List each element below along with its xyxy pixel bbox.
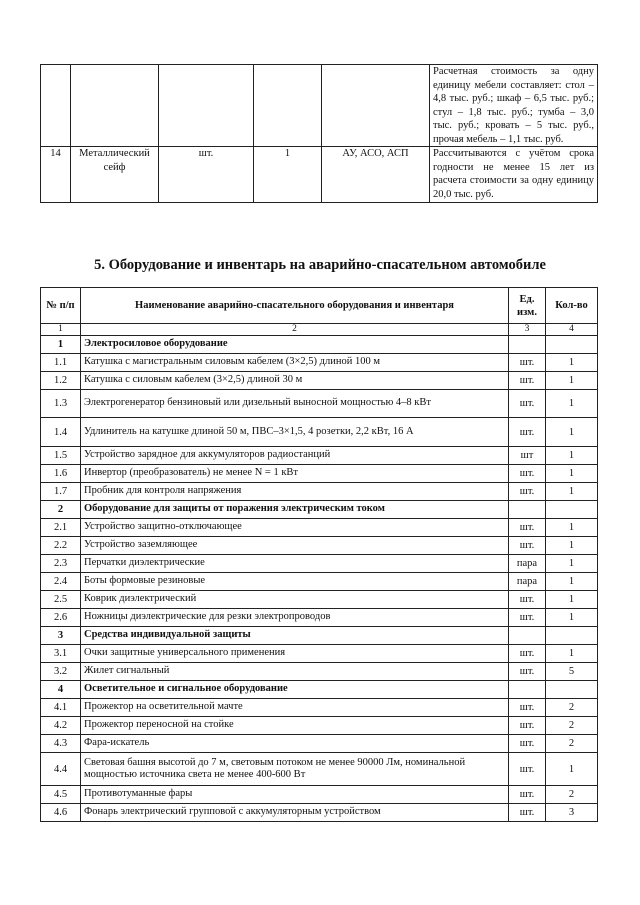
section-row xyxy=(41,681,598,699)
unit-cell: шт. xyxy=(509,804,546,822)
quantity-cell: 1 xyxy=(546,418,598,447)
row-number: 1.4 xyxy=(41,418,81,447)
quantity-cell: 2 xyxy=(546,786,598,804)
table-row xyxy=(41,418,598,447)
quantity-cell: 1 xyxy=(546,519,598,537)
header-unit: Ед. изм. xyxy=(509,288,546,324)
row-number: 4.4 xyxy=(41,753,81,786)
unit-cell: шт. xyxy=(509,753,546,786)
row-number: 2.2 xyxy=(41,537,81,555)
unit-cell: шт. xyxy=(509,663,546,681)
row-number: 4.2 xyxy=(41,717,81,735)
quantity-cell: 1 xyxy=(546,573,598,591)
item-name: Фонарь электрический групповой с аккумуляторным устройством xyxy=(81,804,509,822)
item-name: Перчатки диэлектрические xyxy=(81,555,509,573)
continued-table-row xyxy=(41,65,598,147)
unit-cell: шт. xyxy=(509,717,546,735)
header-num: № п/п xyxy=(41,288,81,324)
quantity-cell: 1 xyxy=(254,147,322,203)
item-name: Прожектор на осветительной мачте xyxy=(81,699,509,717)
row-number xyxy=(41,65,71,147)
unit-cell: шт. xyxy=(509,786,546,804)
column-index: 3 xyxy=(509,324,546,336)
row-number: 4.6 xyxy=(41,804,81,822)
unit-cell xyxy=(509,681,546,699)
unit-cell xyxy=(509,336,546,354)
row-number: 1.5 xyxy=(41,447,81,465)
item-name: Пробник для контроля напряжения xyxy=(81,483,509,501)
item-name: Катушка с магистральным силовым кабелем (3×2,5) длиной 100 м xyxy=(81,354,509,372)
row-number: 2.6 xyxy=(41,609,81,627)
unit-cell: шт. xyxy=(509,354,546,372)
unit-cell: шт. xyxy=(509,372,546,390)
unit-cell: шт xyxy=(509,447,546,465)
unit-cell: шт. xyxy=(509,483,546,501)
row-number: 2.3 xyxy=(41,555,81,573)
table-row xyxy=(41,372,598,390)
quantity-cell: 1 xyxy=(546,645,598,663)
unit-cell: шт. xyxy=(509,465,546,483)
table-row xyxy=(41,465,598,483)
unit-cell: шт. xyxy=(159,147,254,203)
column-index: 1 xyxy=(41,324,81,336)
header-name: Наименование аварийно-спасательного оборудования и инвентаря xyxy=(81,288,509,324)
row-number: 4.1 xyxy=(41,699,81,717)
item-name: Электросиловое оборудование xyxy=(81,336,509,354)
row-number: 1.6 xyxy=(41,465,81,483)
table-row xyxy=(41,735,598,753)
unit-cell: шт. xyxy=(509,591,546,609)
quantity-cell: 1 xyxy=(546,753,598,786)
table-row xyxy=(41,354,598,372)
unit-cell: пара xyxy=(509,555,546,573)
row-number: 4 xyxy=(41,681,81,699)
header-qty: Кол-во xyxy=(546,288,598,324)
quantity-cell: 2 xyxy=(546,735,598,753)
table-row xyxy=(41,717,598,735)
quantity-cell xyxy=(254,65,322,147)
row-number: 4.5 xyxy=(41,786,81,804)
table-row xyxy=(41,555,598,573)
table-row xyxy=(41,573,598,591)
column-index-row xyxy=(41,324,598,336)
row-number: 1.3 xyxy=(41,390,81,418)
quantity-cell xyxy=(546,501,598,519)
continued-table-body xyxy=(41,65,598,203)
row-number: 14 xyxy=(41,147,71,203)
table-row xyxy=(41,390,598,418)
table-row xyxy=(41,804,598,822)
unit-cell: шт. xyxy=(509,645,546,663)
item-name: Удлинитель на катушке длиной 50 м, ПВС–3×1,5, 4 розетки, 2,2 кВт, 16 А xyxy=(81,418,509,447)
quantity-cell: 2 xyxy=(546,699,598,717)
item-name: Световая башня высотой до 7 м, световым потоком не менее 90000 Лм, номинальной мощностью источника света не менее 400-600 Вт xyxy=(81,753,509,786)
section-row xyxy=(41,336,598,354)
table-row xyxy=(41,645,598,663)
unit-cell: пара xyxy=(509,573,546,591)
unit-cell xyxy=(159,65,254,147)
quantity-cell xyxy=(546,681,598,699)
quantity-cell: 3 xyxy=(546,804,598,822)
unit-cell xyxy=(509,501,546,519)
quantity-cell: 5 xyxy=(546,663,598,681)
column-index: 4 xyxy=(546,324,598,336)
table-row xyxy=(41,609,598,627)
row-number: 4.3 xyxy=(41,735,81,753)
users-cell xyxy=(322,65,430,147)
item-name: Средства индивидуальной защиты xyxy=(81,627,509,645)
column-index: 2 xyxy=(81,324,509,336)
quantity-cell: 1 xyxy=(546,537,598,555)
unit-cell: шт. xyxy=(509,390,546,418)
section-row xyxy=(41,501,598,519)
row-number: 1 xyxy=(41,336,81,354)
unit-cell: шт. xyxy=(509,418,546,447)
table-row xyxy=(41,447,598,465)
item-name: Очки защитные универсального применения xyxy=(81,645,509,663)
table-row xyxy=(41,753,598,786)
quantity-cell: 1 xyxy=(546,354,598,372)
unit-cell: шт. xyxy=(509,609,546,627)
table-row xyxy=(41,591,598,609)
quantity-cell: 1 xyxy=(546,465,598,483)
users-cell: АУ, АСО, АСП xyxy=(322,147,430,203)
quantity-cell: 1 xyxy=(546,609,598,627)
item-name: Боты формовые резиновые xyxy=(81,573,509,591)
table-row xyxy=(41,519,598,537)
equipment-table xyxy=(40,287,598,822)
note-cell: Расчетная стоимость за одну единицу мебели составляет: стол – 4,8 тыс. руб.; шкаф – 6,5 тыс. руб.; стул – 1,8 тыс. руб.; тумба – 3,0 тыс. руб.; кровать – 5 тыс. руб., прочая мебель – 1,1 тыс. руб. xyxy=(430,65,598,147)
row-number: 2.5 xyxy=(41,591,81,609)
item-name: Металлический сейф xyxy=(71,147,159,203)
row-number: 3 xyxy=(41,627,81,645)
unit-cell: шт. xyxy=(509,537,546,555)
unit-cell: шт. xyxy=(509,519,546,537)
item-name: Фара-искатель xyxy=(81,735,509,753)
quantity-cell: 2 xyxy=(546,717,598,735)
table-row xyxy=(41,483,598,501)
table-row xyxy=(41,786,598,804)
table-row xyxy=(41,663,598,681)
row-number: 1.1 xyxy=(41,354,81,372)
section-row xyxy=(41,627,598,645)
row-number: 1.7 xyxy=(41,483,81,501)
continued-table xyxy=(40,64,598,203)
unit-cell: шт. xyxy=(509,735,546,753)
item-name: Устройство заземляющее xyxy=(81,537,509,555)
quantity-cell xyxy=(546,336,598,354)
row-number: 3.1 xyxy=(41,645,81,663)
table-row xyxy=(41,699,598,717)
continued-table-row xyxy=(41,147,598,203)
item-name: Оборудование для защиты от поражения электрическим током xyxy=(81,501,509,519)
row-number: 2.1 xyxy=(41,519,81,537)
item-name: Жилет сигнальный xyxy=(81,663,509,681)
quantity-cell: 1 xyxy=(546,555,598,573)
quantity-cell: 1 xyxy=(546,483,598,501)
unit-cell xyxy=(509,627,546,645)
item-name: Инвертор (преобразователь) не менее N = 1 кВт xyxy=(81,465,509,483)
quantity-cell: 1 xyxy=(546,447,598,465)
quantity-cell: 1 xyxy=(546,372,598,390)
table-row xyxy=(41,537,598,555)
item-name: Катушка с силовым кабелем (3×2,5) длиной 30 м xyxy=(81,372,509,390)
quantity-cell: 1 xyxy=(546,390,598,418)
item-name: Осветительное и сигнальное оборудование xyxy=(81,681,509,699)
item-name xyxy=(71,65,159,147)
quantity-cell: 1 xyxy=(546,591,598,609)
item-name: Прожектор переносной на стойке xyxy=(81,717,509,735)
item-name: Устройство защитно-отключающее xyxy=(81,519,509,537)
row-number: 2.4 xyxy=(41,573,81,591)
item-name: Электрогенератор бензиновый или дизельный выносной мощностью 4–8 кВт xyxy=(81,390,509,418)
equipment-table-header xyxy=(41,288,598,324)
unit-cell: шт. xyxy=(509,699,546,717)
item-name: Ножницы диэлектрические для резки электропроводов xyxy=(81,609,509,627)
row-number: 1.2 xyxy=(41,372,81,390)
section-title: 5. Оборудование и инвентарь на аварийно-спасательном автомобиле xyxy=(94,257,546,273)
note-cell: Рассчитываются с учётом срока годности не менее 15 лет из расчета стоимости за одну единицу 20,0 тыс. руб. xyxy=(430,147,598,203)
item-name: Противотуманные фары xyxy=(81,786,509,804)
row-number: 2 xyxy=(41,501,81,519)
row-number: 3.2 xyxy=(41,663,81,681)
equipment-table-body xyxy=(41,336,598,822)
quantity-cell xyxy=(546,627,598,645)
item-name: Устройство зарядное для аккумуляторов радиостанций xyxy=(81,447,509,465)
item-name: Коврик диэлектрический xyxy=(81,591,509,609)
